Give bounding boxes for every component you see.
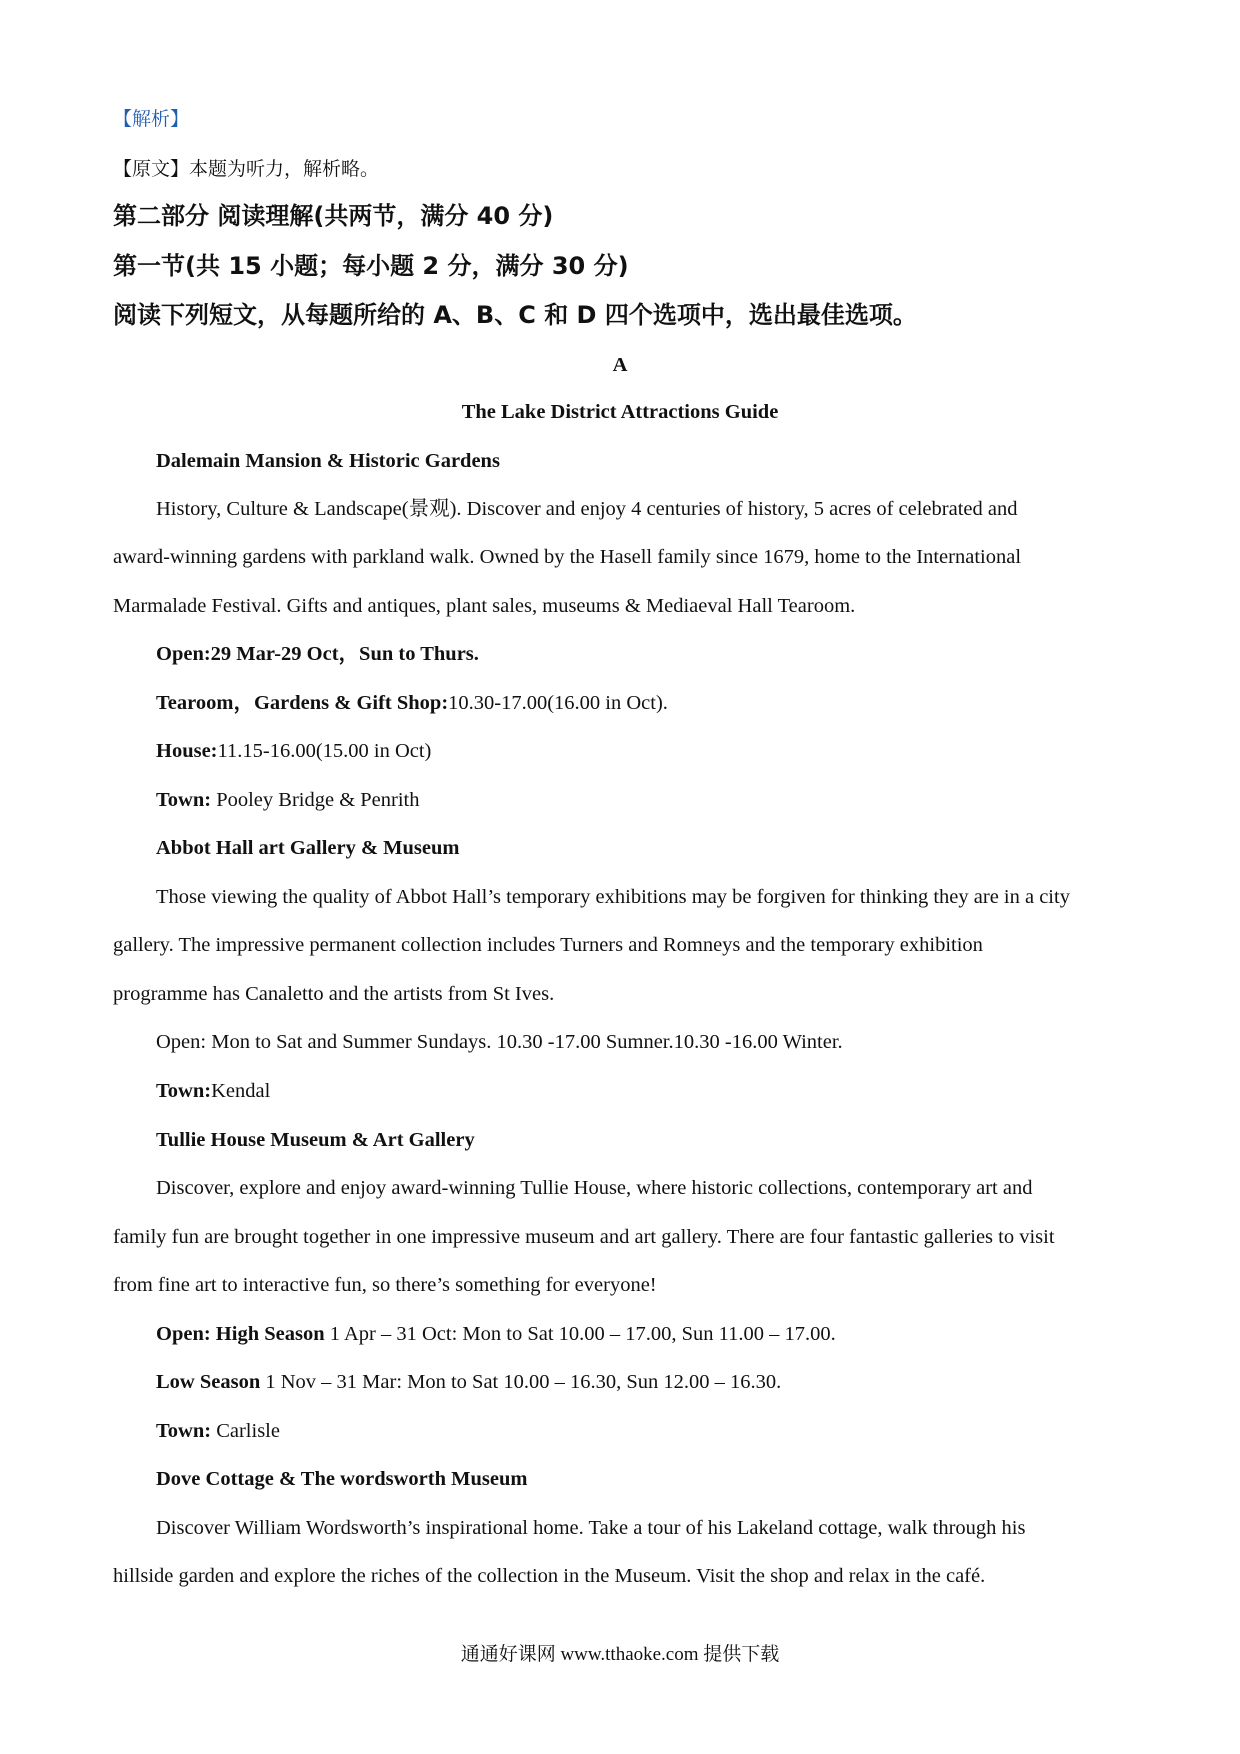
detail-label: Town: — [156, 1420, 217, 1442]
passage-title: The Lake District Attractions Guide — [461, 401, 779, 423]
detail-value: 1 Apr – 31 Oct: Mon to Sat 10.00 – 17.00, Sun 11.00 – 17.00. — [324, 1323, 836, 1345]
detail-value: 10.30-17.00(16.00 in Oct). — [448, 692, 668, 714]
attraction-title: Dalemain Mansion & Historic Gardens — [156, 450, 500, 472]
original-text-note: 【原文】本题为听力，解析略。 — [113, 158, 380, 180]
attraction-detail — [156, 787, 419, 813]
attraction-desc-line: programme has Canaletto and the artists from St Ives. — [113, 983, 555, 1005]
attraction-detail — [156, 641, 479, 667]
detail-label: Open:29 Mar-29 Oct，Sun to Thurs. — [156, 643, 479, 665]
analysis-tag: 【解析】 — [113, 108, 190, 130]
detail-label: House: — [156, 740, 218, 762]
attraction-desc-line: Marmalade Festival. Gifts and antiques, plant sales, museums & Mediaeval Hall Tearoom. — [113, 595, 856, 617]
attraction-desc-line: Those viewing the quality of Abbot Hall’s temporary exhibitions may be forgiven for thinking they are in a city — [156, 886, 1070, 908]
detail-value: Kendal — [211, 1080, 271, 1102]
attraction-desc-line: Discover William Wordsworth’s inspirational home. Take a tour of his Lakeland cottage, walk through his — [156, 1517, 1026, 1539]
detail-value: 1 Nov – 31 Mar: Mon to Sat 10.00 – 16.30, Sun 12.00 – 16.30. — [260, 1371, 782, 1393]
attraction-detail — [156, 1029, 843, 1055]
attraction-desc-line: Discover, explore and enjoy award-winning Tullie House, where historic collections, contemporary art and — [156, 1177, 1033, 1199]
detail-value: 11.15-16.00(15.00 in Oct) — [217, 740, 432, 762]
attraction-desc-line: gallery. The impressive permanent collection includes Turners and Romneys and the temporary exhibition — [113, 934, 983, 956]
instructions: 阅读下列短文，从每题所给的 A、B、C 和 D 四个选项中，选出最佳选项。 — [113, 301, 917, 329]
attraction-detail — [156, 1369, 781, 1395]
detail-label: Town: — [156, 1080, 212, 1102]
passage-letter: A — [612, 354, 628, 376]
detail-label: Tearoom，Gardens & Gift Shop: — [156, 692, 449, 714]
attraction-detail — [156, 1078, 270, 1104]
attraction-detail — [156, 1321, 836, 1347]
detail-value: Carlisle — [216, 1420, 280, 1442]
attraction-desc-line: family fun are brought together in one impressive museum and art gallery. There are four fantastic galleries to visit — [113, 1226, 1055, 1248]
detail-value: Pooley Bridge & Penrith — [216, 789, 420, 811]
attraction-title: Abbot Hall art Gallery & Museum — [156, 837, 460, 859]
detail-value: Mon to Sat and Summer Sundays. 10.30 -17.00 Sumner.10.30 -16.00 Winter. — [211, 1031, 843, 1053]
detail-label: Town: — [156, 789, 217, 811]
detail-label: Open: High Season — [156, 1323, 325, 1345]
section-heading: 第一节(共 15 小题；每小题 2 分，满分 30 分) — [113, 252, 629, 280]
attraction-title: Dove Cottage & The wordsworth Museum — [156, 1468, 528, 1490]
footer-text: 通通好课网 www.tthaoke.com 提供下载 — [460, 1644, 780, 1665]
attraction-detail — [156, 1418, 280, 1444]
attraction-desc-line: award-winning gardens with parkland walk. Owned by the Hasell family since 1679, home to the International — [113, 546, 1022, 568]
attraction-desc-line: from fine art to interactive fun, so there’s something for everyone! — [113, 1274, 657, 1296]
attraction-desc-line: History, Culture & Landscape(景观). Discover and enjoy 4 centuries of history, 5 acres of celebrated and — [156, 498, 1018, 520]
attraction-desc-line: hillside garden and explore the riches of the collection in the Museum. Visit the shop and relax in the café. — [113, 1565, 986, 1587]
attraction-detail — [156, 738, 431, 764]
detail-label: Low Season — [156, 1371, 261, 1393]
part-heading: 第二部分 阅读理解(共两节，满分 40 分) — [113, 202, 554, 230]
attraction-title: Tullie House Museum & Art Gallery — [156, 1129, 475, 1151]
detail-label: Open: — [156, 1031, 212, 1053]
attraction-detail — [156, 690, 668, 716]
